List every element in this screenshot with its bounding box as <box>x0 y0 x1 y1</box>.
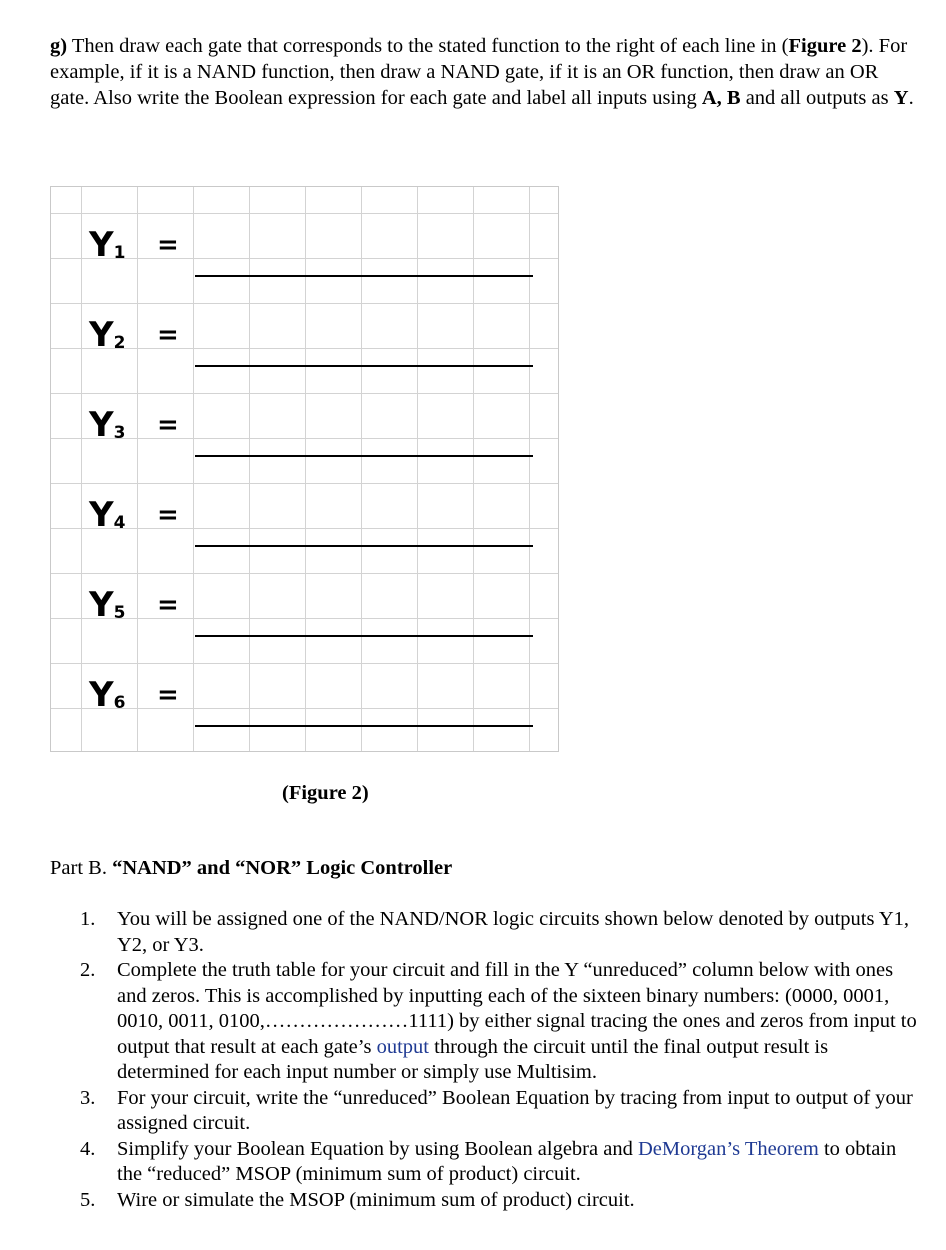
y6-answer-line[interactable] <box>195 725 533 727</box>
step-text: Complete the truth table for your circuit and fill in the Y “unreduced” column below with ones and zeros. This is accomplished by inputting each of the sixteen binary numbers: (0000, 0001, 0010, 0011, 0100,…………………1111) by either signal tracing the ones and zeros from input to output that result at each gate’s <box>117 959 917 1058</box>
y3-row <box>51 395 558 455</box>
instruction-text-2: ). For example, if it is a NAND function, then draw a NAND gate, if it is an OR function, then draw an OR gate. Also write the Boolean expression for each gate and label all inputs using <box>50 35 908 109</box>
instruction-lead: g) <box>50 35 68 57</box>
step-text: For your circuit, write the “unreduced” Boolean Equation by tracing from input to output of your assigned circuit. <box>117 1086 913 1134</box>
y1-row <box>51 215 558 275</box>
figure-2-grid <box>50 186 559 752</box>
y5-equals: = <box>157 590 179 620</box>
y2-label: Y2 <box>89 315 126 355</box>
step-number: 4. <box>80 1137 96 1160</box>
step-text: Wire or simulate the MSOP (minimum sum of product) circuit. <box>117 1188 635 1211</box>
part-b-heading <box>50 855 452 881</box>
y3-equals: = <box>157 410 179 440</box>
step-number: 2. <box>80 959 96 981</box>
y2-answer-line[interactable] <box>195 365 533 367</box>
y6-label: Y6 <box>89 675 126 715</box>
instruction-text-3: and all outputs as <box>740 87 894 109</box>
step-text-highlight: output <box>376 1035 429 1058</box>
list-item <box>80 1086 920 1137</box>
step-number: 1. <box>80 908 96 930</box>
y1-label: Y1 <box>89 225 126 265</box>
steps-list <box>80 907 920 1213</box>
y5-row <box>51 575 558 635</box>
y4-row <box>51 485 558 545</box>
figure-caption: (Figure 2) <box>282 782 369 804</box>
step-text: Simplify your Boolean Equation by using Boolean algebra and <box>117 1137 638 1160</box>
step-text-end: to obtain the “reduced” MSOP (minimum sum of product) circuit. <box>117 1137 897 1185</box>
instruction-text-1: Then draw each gate that corresponds to the stated function to the right of each line in ( <box>67 35 789 57</box>
part-b-title: “NAND” and “NOR” Logic Controller <box>112 857 453 879</box>
list-item <box>80 907 920 958</box>
step-text-end: through the circuit until the final output result is determined for each input number or simply use Multisim. <box>117 1035 829 1083</box>
instruction-inputs: A, B <box>701 87 741 109</box>
y5-label: Y5 <box>89 585 126 625</box>
step-number: 5. <box>80 1188 96 1211</box>
list-item <box>80 1188 920 1214</box>
y4-equals: = <box>157 500 179 530</box>
y2-equals: = <box>157 320 179 350</box>
y2-row <box>51 305 558 365</box>
y3-label: Y3 <box>89 405 126 445</box>
list-item <box>80 958 920 1086</box>
y4-answer-line[interactable] <box>195 545 533 547</box>
y5-answer-line[interactable] <box>195 635 533 637</box>
y4-label: Y4 <box>89 495 126 535</box>
instruction-figure-ref: Figure 2 <box>788 35 862 57</box>
part-b-prefix: Part B. <box>50 857 113 879</box>
step-text-highlight: DeMorgan’s Theorem <box>637 1137 819 1160</box>
instruction-output: Y <box>893 87 909 109</box>
y3-answer-line[interactable] <box>195 455 533 457</box>
step-number: 3. <box>80 1086 96 1109</box>
step-text: You will be assigned one of the NAND/NOR logic circuits shown below denoted by outputs Y1, Y2, or Y3. <box>117 908 910 956</box>
y1-equals: = <box>157 230 179 260</box>
y6-row <box>51 665 558 725</box>
list-item <box>80 1137 920 1188</box>
instruction-paragraph <box>50 33 918 111</box>
instruction-text-4: . <box>908 87 914 109</box>
y1-answer-line[interactable] <box>195 275 533 277</box>
y6-equals: = <box>157 680 179 710</box>
